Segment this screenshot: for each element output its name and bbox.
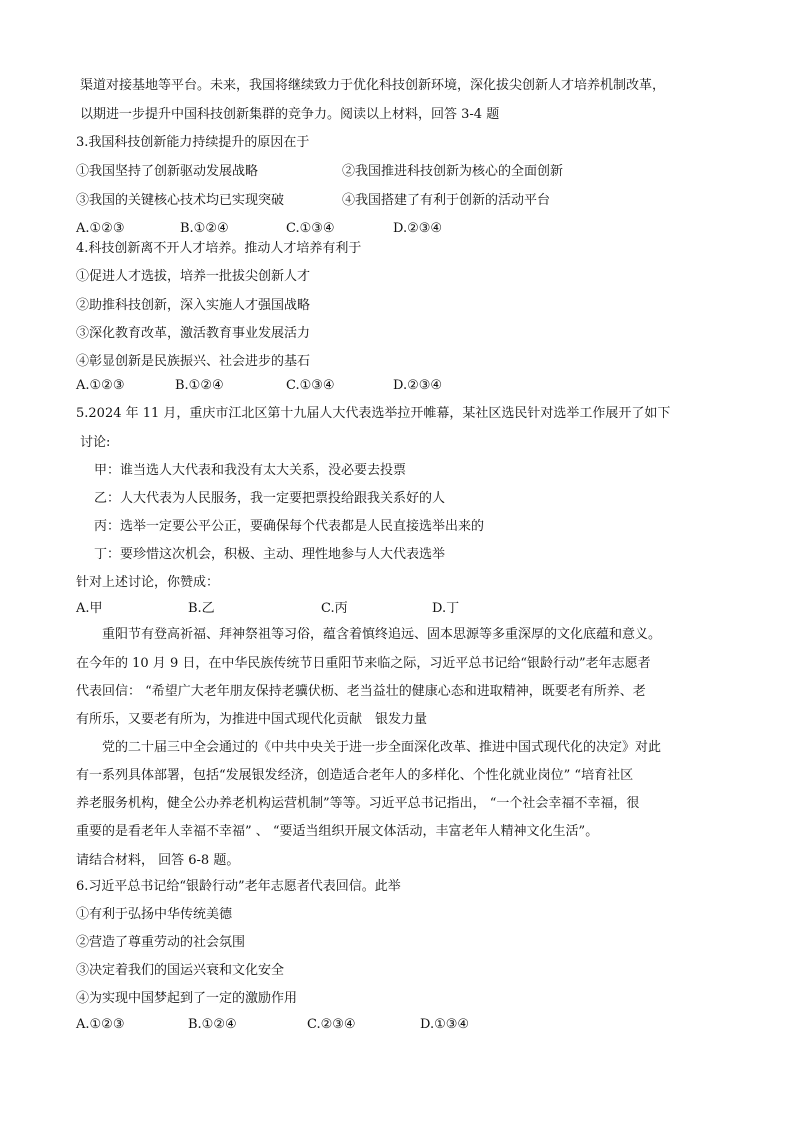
q6-option-c[interactable]: C.②③④ — [307, 1017, 356, 1032]
q6-statement-1: ①有利于弘扬中华传统美德 — [76, 907, 233, 922]
material-p1-line-3: 代表回信： “希望广大老年朋友保持老骥伏枥、老当益壮的健康心态和进取精神，既要老有所养、老 — [76, 684, 646, 699]
material-p2-line-1: 党的二十届三中全会通过的《中共中央关于进一步全面深化改革、推进中国式现代化的决定》对此 — [102, 740, 662, 755]
q5-option-b[interactable]: B.乙 — [188, 601, 215, 616]
q4-option-d[interactable]: D.②③④ — [393, 378, 443, 393]
material-instruction: 请结合材料， 回答 6-8 题。 — [76, 853, 240, 868]
q5-option-a[interactable]: A.甲 — [76, 601, 103, 616]
q5-option-d[interactable]: D.丁 — [432, 601, 460, 616]
q5-stem-line-2: 讨论: — [80, 435, 111, 450]
q3-option-a[interactable]: A.①②③ — [76, 221, 125, 236]
material-p2-line-3: 养老服务机构，健全公办养老机构运营机制”等等。习近平总书记指出， “一个社会幸福不幸福，很 — [76, 796, 640, 811]
q5-view-jia: 甲：谁当选人大代表和我没有太大关系，没必要去投票 — [94, 463, 407, 478]
q5-stem-line-1: 5.2024 年 11 月，重庆市江北区第十九届人大代表选举拉开帷幕，某社区选民针对选举工作展开了如下 — [76, 406, 671, 421]
q5-view-bing: 丙：选举一定要公平公正，要确保每个代表都是人民直接选举出来的 — [94, 519, 485, 534]
q4-option-b[interactable]: B.①②④ — [175, 378, 224, 393]
q6-option-d[interactable]: D.①③④ — [420, 1017, 470, 1032]
q3-statement-3: ③我国的关键核心技术均已实现突破 — [76, 193, 285, 208]
q3-statement-4: ④我国搭建了有利于创新的活动平台 — [342, 193, 551, 208]
q6-option-b[interactable]: B.①②④ — [188, 1017, 237, 1032]
q4-statement-4: ④彰显创新是民族振兴、社会进步的基石 — [76, 354, 311, 369]
material-p2-line-2: 有一系列具体部署，包括“发展银发经济，创造适合老年人的多样化、个性化就业岗位” “培育社区 — [76, 768, 634, 783]
q3-statement-1: ①我国坚持了创新驱动发展战略 — [76, 164, 259, 179]
intro-line-2: 以期进一步提升中国科技创新集群的竞争力。阅读以上材料，回答 3-4 题 — [80, 107, 500, 122]
q4-option-a[interactable]: A.①②③ — [76, 378, 125, 393]
q4-statement-3: ③深化教育改革，激活教育事业发展活力 — [76, 326, 311, 341]
q3-stem: 3.我国科技创新能力持续提升的原因在于 — [76, 135, 310, 150]
q6-statement-4: ④为实现中国梦起到了一定的激励作用 — [76, 991, 298, 1006]
q5-option-c[interactable]: C.丙 — [321, 601, 348, 616]
q5-view-yi: 乙：人大代表为人民服务，我一定要把票投给跟我关系好的人 — [94, 491, 446, 506]
q6-statement-2: ②营造了尊重劳动的社会氛围 — [76, 935, 246, 950]
material-p2-line-4: 重要的是看老年人幸福不幸福” 、 “要适当组织开展文体活动，丰富老年人精神文化生活”。 — [76, 824, 599, 839]
q6-statement-3: ③决定着我们的国运兴衰和文化安全 — [76, 963, 285, 978]
material-p1-line-4: 有所乐，又要老有所为，为推进中国式现代化贡献 银发力量 — [76, 712, 428, 727]
q4-statement-2: ②助推科技创新，深入实施人才强国战略 — [76, 298, 311, 313]
q6-stem: 6.习近平总书记给“银龄行动”老年志愿者代表回信。此举 — [76, 879, 401, 894]
q5-question: 针对上述讨论，你赞成： — [76, 575, 220, 590]
q3-option-d[interactable]: D.②③④ — [393, 221, 443, 236]
q4-statement-1: ①促进人才选拔，培养一批拔尖创新人才 — [76, 269, 311, 284]
q3-option-c[interactable]: C.①③④ — [286, 221, 335, 236]
intro-line-1: 渠道对接基地等平台。未来，我国将继续致力于优化科技创新环境，深化拔尖创新人才培养机制改革， — [80, 78, 666, 93]
q6-option-a[interactable]: A.①②③ — [76, 1017, 125, 1032]
q4-option-c[interactable]: C.①③④ — [286, 378, 335, 393]
q3-statement-2: ②我国推进科技创新为核心的全面创新 — [342, 164, 564, 179]
material-p1-line-1: 重阳节有登高祈福、拜神祭祖等习俗，蕴含着慎终追远、固本思源等多重深厚的文化底蕴和意义。 — [102, 627, 662, 642]
q5-view-ding: 丁：要珍惜这次机会，积极、主动、理性地参与人大代表选举 — [94, 547, 446, 562]
q4-stem: 4.科技创新离不开人才培养。推动人才培养有利于 — [76, 241, 362, 256]
material-p1-line-2: 在今年的 10 月 9 日，在中华民族传统节日重阳节来临之际，习近平总书记给“银龄行动”老年志愿者 — [76, 656, 651, 671]
q3-option-b[interactable]: B.①②④ — [180, 221, 229, 236]
